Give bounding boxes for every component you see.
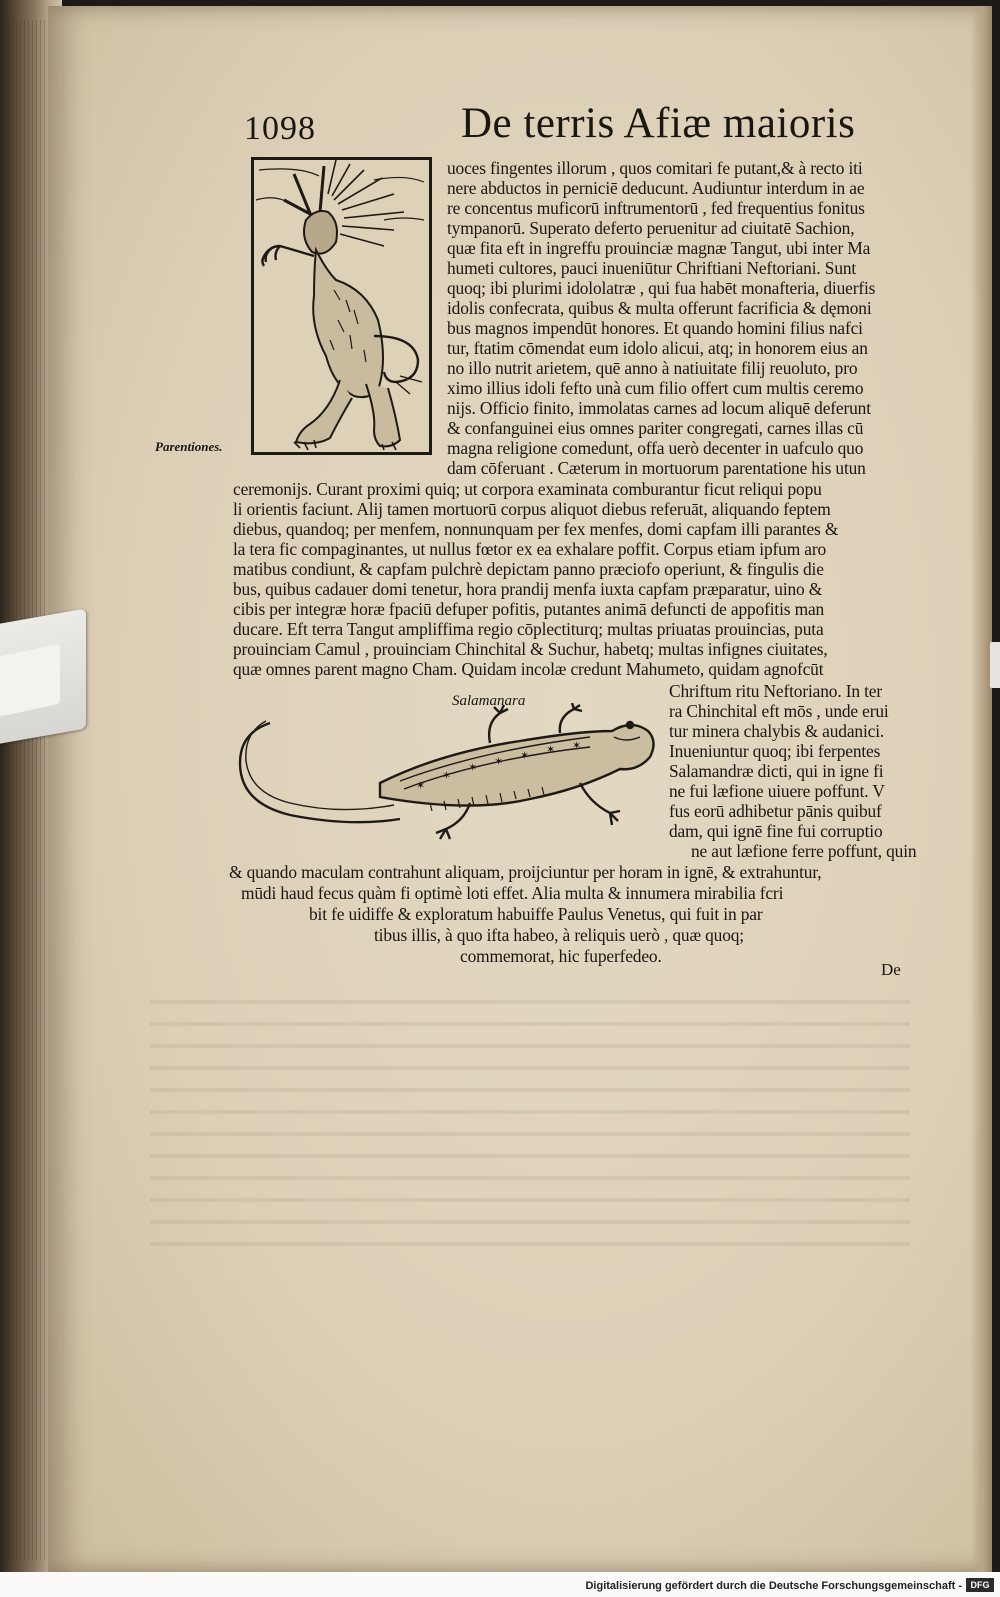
- body-line: humeti cultores, pauci inueniūtur Chriftiani Neftoriani. Sunt: [447, 258, 857, 278]
- body-line: ceremonijs. Curant proximi quiq; ut corpora examinata comburantur ficut reliqui popu: [233, 479, 822, 499]
- body-line: nere abductos in perniciē deducunt. Audiuntur interdum in ae: [447, 178, 865, 198]
- body-line: magna religione comedunt, offa uerò decenter in uafculo quo: [447, 438, 864, 458]
- body-line: quæ fita eft in ingreffu prouinciæ magnæ Tangut, ubi inter Ma: [447, 238, 871, 258]
- horned-creature-illustration: [254, 160, 429, 452]
- body-line: & quando maculam contrahunt aliquam, proijciuntur per horam in ignē, & extrahuntur,: [229, 862, 822, 882]
- ink-bleed-through: [150, 990, 910, 1260]
- body-line: dam, qui ignē fine fui corruptio: [669, 821, 883, 841]
- salamander-illustration: [230, 703, 660, 853]
- body-line: quoq; ibi plurimi idololatræ , qui fua habēt monafteria, diuerfis: [447, 278, 876, 298]
- body-line: Inueniuntur quoq; ibi ferpentes: [669, 741, 881, 761]
- body-line: Chriftum ritu Neftoriano. In ter: [669, 681, 883, 701]
- body-line: fus eorū adhibetur pānis quibuf: [669, 801, 882, 821]
- body-line: mūdi haud fecus quàm fi optimè loti effet. Alia multa & innumera mirabilia fcri: [241, 883, 784, 903]
- body-line: ximo illius idoli fefto unà cum filio offert cum multis ceremo: [447, 378, 864, 398]
- running-title: De terris Afiæ maioris: [461, 100, 856, 147]
- page-gutter-shadow: [970, 6, 992, 1572]
- margin-note: Parentiones.: [155, 439, 223, 454]
- body-line: cibis per integræ horæ fpaciū defuper pofitis, putantes animā defuncti de appofitis man: [233, 599, 825, 619]
- page-number: 1098: [244, 110, 316, 147]
- body-line: diebus, quandoq; per menfem, nonnunquam per fex menfes, domi capfam illi parantes &: [233, 519, 839, 539]
- body-line: ne aut læfione ferre poffunt, quin: [691, 841, 917, 861]
- body-line: nijs. Officio finito, immolatas carnes ad locum aliquē deferunt: [447, 398, 871, 418]
- svg-text:✶: ✶: [546, 743, 556, 756]
- body-line: bit fe uidiffe & exploratum habuiffe Paulus Venetus, qui fuit in par: [309, 904, 763, 924]
- svg-text:✶: ✶: [494, 755, 504, 768]
- svg-text:✶: ✶: [416, 779, 426, 792]
- body-line: tibus illis, à quo ifta habeo, à reliquis uerò , quæ quoq;: [374, 925, 744, 945]
- page-marker-tab: [990, 642, 1000, 688]
- svg-text:✶: ✶: [442, 769, 452, 782]
- page-marker-ribbon-fold: [0, 644, 60, 717]
- body-line: prouinciam Camul , prouinciam Chinchital & Suchur, habetq; multas infignes ciuitates,: [233, 639, 828, 659]
- page-edge-lines: [8, 20, 52, 1560]
- body-line: quæ omnes parent magno Cham. Quidam incolæ credunt Mahumeto, quidam agnofcūt: [233, 659, 824, 679]
- body-line: Salamandræ dicti, qui in igne fi: [669, 761, 884, 781]
- body-line: li orientis faciunt. Alij tamen mortuorū corpus aliquot diebus referuāt, aliquando feptem: [233, 499, 831, 519]
- woodcut-salamander: [230, 703, 660, 853]
- body-line: tympanorū. Superato deferto peruenitur ad ciuitatē Sachion,: [447, 218, 855, 238]
- body-line: no illo nutrit arietem, quē anno à natiuitate filij reuoluto, pro: [447, 358, 858, 378]
- dfg-logo: DFG: [966, 1578, 994, 1592]
- body-line: & confanguinei eius omnes pariter congregati, carnes illas cū: [447, 418, 864, 438]
- body-line: bus magnos impendūt honores. Et quando homini filius nafci: [447, 318, 863, 338]
- body-line: dam cōferuant . Cæterum in mortuorum parentatione his utun: [447, 458, 866, 478]
- body-line: re concentus muficorū inftrumentorū , fed frequentius fonitus: [447, 198, 865, 218]
- dfg-credit: Digitalisierung gefördert durch die Deutsche Forschungsgemeinschaft -: [585, 1580, 962, 1592]
- salamander-caption: Salamanara: [452, 693, 526, 709]
- body-line: ne fui læfione uiuere poffunt. V: [669, 781, 885, 801]
- catchword: De: [881, 960, 901, 979]
- svg-text:✶: ✶: [572, 739, 582, 752]
- body-line: uoces fingentes illorum , quos comitari fe putant,& à recto iti: [447, 158, 863, 178]
- body-line: idolis confecrata, quibus & multa offerunt facrificia & dęmoni: [447, 298, 872, 318]
- body-line: bus, quibus cadauer domi tenetur, hora prandij menfa iuxta capfam præparatur, uino &: [233, 579, 823, 599]
- woodcut-horned-creature: [251, 157, 432, 455]
- body-line: ra Chinchital eft mōs , unde erui: [669, 701, 889, 721]
- svg-text:✶: ✶: [468, 761, 478, 774]
- body-line: tur, ftatim cōmendat eum idolo alicui, atq; in honorem eius an: [447, 338, 868, 358]
- body-line: matibus condiunt, & capfam pulchrè depictam panno præciofo operiunt, & fingulis die: [233, 559, 824, 579]
- body-line: tur minera chalybis & audanici.: [669, 721, 885, 741]
- body-line: commemorat, hic fuperfedeo.: [460, 946, 662, 966]
- svg-text:✶: ✶: [520, 749, 530, 762]
- body-line: ducare. Eft terra Tangut ampliffima regio cōplectiturq; multas priuatas prouincias, puta: [233, 619, 824, 639]
- body-line: la tera fic compaginantes, ut nullus fœtor ex ea exhalare poffit. Corpus etiam ipfum aro: [233, 539, 827, 559]
